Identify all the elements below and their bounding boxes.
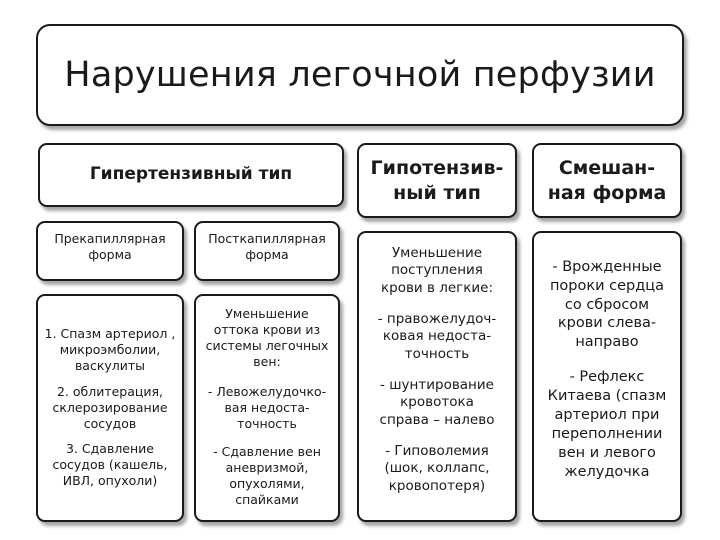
precapillary-item-1-line2: микроэмболии, <box>59 342 161 357</box>
precapillary-item-2 <box>36 383 184 433</box>
mixed-item-2-line6: желудочка <box>564 463 650 480</box>
precapillary-item-2-line1: 2. облитерация, <box>56 384 164 399</box>
mixed-item-1-line1: - Врожденные <box>552 258 662 275</box>
postcapillary-header-line2: форма <box>245 247 289 262</box>
mixed-item-1-line4: крови слева- <box>557 315 657 332</box>
hypotensive-item-4-line1: - Гиповолемия <box>385 442 489 459</box>
mixed-item-2-line3: артериол при <box>554 407 660 424</box>
precapillary-item-3-line3: ИВЛ, опухоли) <box>62 473 158 488</box>
postcapillary-item-1-line2: оттока крови из <box>213 322 321 337</box>
precapillary-item-1-line1: 1. Спазм артериол , <box>44 326 176 341</box>
hypotensive-item-1-line3: крови в легкие: <box>380 279 494 296</box>
precapillary-item-1-line3: васкулиты <box>74 358 146 373</box>
precapillary-item-2-line2: склерозирование <box>52 400 168 415</box>
hypotensive-item-1 <box>357 243 517 299</box>
hypotensive-item-3-line1: - шунтирование <box>380 376 494 393</box>
precapillary-item-2-line3: сосудов <box>83 416 137 431</box>
postcapillary-item-1 <box>194 303 340 373</box>
hypotensive-item-2-line3: точность <box>404 345 470 362</box>
hypotensive-item-2 <box>357 309 517 365</box>
postcapillary-item-2-line1: - Левожелудочко- <box>207 384 327 399</box>
hypotensive-header-line1: Гипотензив- <box>370 156 504 179</box>
postcapillary-item-3-line3: опухолями, <box>229 476 305 491</box>
postcapillary-item-1-line1: Уменьшение <box>225 306 309 321</box>
mixed-header-line2: ная форма <box>547 181 667 204</box>
precapillary-header <box>36 221 184 273</box>
mixed-item-1 <box>532 255 682 355</box>
mixed-item-1-line3: со сбросом <box>564 296 650 313</box>
postcapillary-item-2-line3: точность <box>237 416 297 431</box>
hypotensive-item-2-line2: ковая недоста- <box>382 328 492 345</box>
postcapillary-item-1-line4: вен: <box>253 354 281 369</box>
precapillary-item-3 <box>36 440 184 490</box>
mixed-item-2-line2: Китаева (спазм <box>547 388 667 405</box>
precapillary-item-3-line2: сосудов (кашель, <box>52 457 168 472</box>
hypotensive-item-2-line1: - правожелудоч- <box>377 310 497 327</box>
precapillary-header-line1: Прекапиллярная <box>54 231 166 246</box>
postcapillary-item-3-line1: - Сдавление вен <box>213 444 321 459</box>
mixed-item-1-line2: пороки сердца <box>549 277 665 294</box>
postcapillary-item-1-line3: системы легочных <box>205 338 329 353</box>
diagram-title: Нарушения легочной перфузии <box>64 55 656 95</box>
hypotensive-item-3-line3: справа – налево <box>379 411 495 428</box>
postcapillary-item-3 <box>194 441 340 511</box>
mixed-item-2-line5: вен и левого <box>558 444 656 461</box>
precapillary-item-1 <box>36 325 184 375</box>
hypotensive-item-4 <box>357 440 517 498</box>
postcapillary-item-3-line2: аневризмой, <box>225 460 309 475</box>
hypotensive-header-line2: ный тип <box>393 181 481 204</box>
hypotensive-item-4-line2: (шок, коллапс, <box>384 460 490 477</box>
postcapillary-item-2-line2: вая недоста- <box>224 400 310 415</box>
hypotensive-item-1-line2: поступления <box>391 262 483 279</box>
mixed-item-2 <box>532 364 682 486</box>
postcapillary-item-3-line4: спайками <box>235 492 299 507</box>
hypotensive-item-3-line2: кровотока <box>400 394 474 411</box>
mixed-item-2-line4: переполнении <box>551 426 663 442</box>
postcapillary-item-2 <box>194 383 340 433</box>
postcapillary-header-line1: Посткапиллярная <box>208 231 326 246</box>
hypotensive-item-1-line1: Уменьшение <box>391 244 483 261</box>
mixed-item-2-line1: - Рефлекс <box>569 369 645 386</box>
mixed-item-1-line5: направо <box>575 334 639 351</box>
postcapillary-header <box>194 221 340 273</box>
precapillary-item-3-line1: 3. Сдавление <box>66 441 154 456</box>
mixed-header-line1: Смешан- <box>558 156 656 179</box>
hypotensive-item-3 <box>357 375 517 431</box>
hypotensive-item-4-line3: кровопотеря) <box>388 477 486 494</box>
hypotensive-header <box>357 143 517 218</box>
hypertensive-header: Гипертензивный тип <box>89 164 293 185</box>
precapillary-header-line2: форма <box>88 247 132 262</box>
mixed-header <box>532 143 682 218</box>
